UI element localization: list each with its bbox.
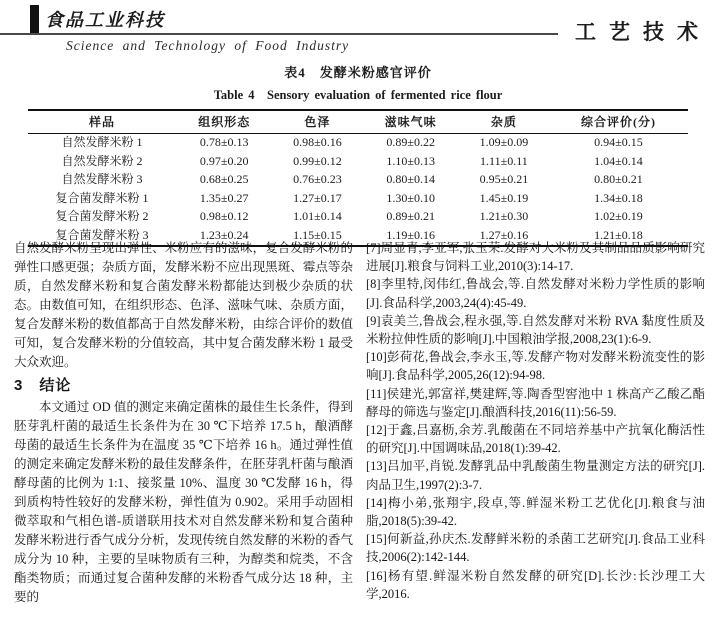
value-cell: 1.04±0.14 [594, 153, 643, 168]
value-cell: 0.80±0.21 [594, 172, 643, 186]
value-cell: 1.10±0.13 [386, 153, 435, 168]
column-header: 杂质 [459, 110, 549, 134]
sample-name-cell: 自然发酵米粉 3 [61, 172, 143, 186]
value-cell: 0.94±0.15 [594, 135, 643, 149]
value-cell: 1.02±0.19 [594, 209, 643, 223]
value-cell: 1.21±0.30 [479, 209, 529, 223]
body-column-left [14, 239, 353, 607]
table-row [28, 153, 688, 172]
value-cell: 0.76±0.23 [293, 172, 342, 186]
reference-item: [13]吕加平,肖锐.发酵乳品中乳酸菌生物量测定方法的研究[J].肉品卫生,1997(2):3-7. [366, 459, 705, 492]
value-cell: 1.23±0.24 [199, 227, 249, 242]
table-caption-zh: 表4 发酵米粉感官评价 [284, 65, 432, 80]
reference-item: [8]李里特,闵伟红,鲁战会,等.自然发酵对米粉力学性质的影响[J].食品科学,2003,24(4):45-49. [366, 277, 705, 310]
journal-name-zh: 食品工业科技 [43, 8, 173, 35]
value-cell: 1.30±0.10 [386, 190, 435, 205]
reference-item: [7]周显青,李亚军,张玉荣.发酵对大米粉及其制品品质影响研究进展[J].粮食与饲料工业,2010(3):14-17. [366, 241, 705, 274]
table-caption-en: Table 4 Sensory evaluation of fermented rice flour [213, 88, 503, 102]
value-cell: 0.98±0.16 [293, 135, 342, 149]
table-row [28, 190, 688, 209]
table-row [28, 208, 688, 227]
table-row [28, 134, 688, 153]
value-cell: 1.45±0.19 [479, 190, 529, 205]
column-header: 样品 [28, 110, 176, 134]
value-cell: 1.19±0.16 [386, 227, 435, 242]
page-header [0, 0, 715, 58]
value-cell: 1.27±0.17 [293, 190, 342, 205]
value-cell: 1.21±0.18 [594, 227, 643, 242]
value-cell: 1.35±0.27 [199, 190, 249, 205]
sensory-table-body [28, 134, 688, 247]
reference-item: [10]彭荷花,鲁战会,李永玉,等.发酵产物对发酵米粉流变性的影响[J].食品科学,2005,26(12):94-98. [366, 350, 705, 383]
sample-name-cell: 复合菌发酵米粉 3 [55, 227, 149, 242]
sample-name-cell: 复合菌发酵米粉 2 [55, 209, 149, 223]
value-cell: 1.34±0.18 [594, 190, 643, 205]
reference-item: [12]于鑫,吕嘉枥,余芳.乳酸菌在不同培养基中产抗氧化酶活性的研究[J].中国调味品,2018(1):39-42. [366, 423, 705, 456]
logo-bar-decoration [30, 5, 39, 35]
body-paragraph: 自然发酵米粉呈现出弹性、米粉应有的滋味，复合发酵米粉的弹性口感更强；杂质方面，发酵米粉不应出现黑斑、霉点等杂质，自然发酵米粉和复合菌发酵米粉都能达到极少杂质的状态。由数值可知，在组织形态、色泽、滋味气味、杂质方面，复合发酵米粉的数值都高于自然发酵米粉，由综合评价的数值可知，复合发酵米粉的分值较高，其中复合菌发酵米粉 1 最受大众欢迎。 [14, 241, 353, 369]
column-header: 滋味气味 [362, 110, 458, 134]
value-cell: 1.09±0.09 [479, 135, 529, 149]
reference-item: [15]何新益,孙庆杰.发酵鲜米粉的杀菌工艺研究[J].食品工业科技,2006(2):142-144. [366, 532, 705, 565]
column-header: 综合评价(分) [549, 110, 688, 134]
reference-list [366, 239, 705, 603]
value-cell: 0.89±0.21 [386, 209, 435, 223]
reference-item: [14]梅小弟,张翔宇,段卓,等.鲜湿米粉工艺优化[J].粮食与油脂,2018(5):39-42. [366, 495, 705, 529]
value-cell: 0.98±0.12 [199, 209, 249, 223]
value-cell: 0.78±0.13 [199, 135, 249, 149]
value-cell: 0.95±0.21 [479, 172, 529, 186]
value-cell: 1.11±0.11 [480, 153, 528, 168]
sample-name-cell: 复合菌发酵米粉 1 [55, 190, 149, 205]
column-header: 组织形态 [176, 110, 272, 134]
value-cell: 1.15±0.15 [293, 227, 342, 242]
value-cell: 1.27±0.16 [479, 227, 529, 242]
value-cell: 0.80±0.14 [386, 172, 435, 186]
sample-name-cell: 自然发酵米粉 2 [61, 153, 143, 168]
reference-item: [9]袁美兰,鲁战会,程永强,等.自然发酵对米粉 RVA 黏度性质及米粉拉伸性质的影响[J].中国粮油学报,2008,23(1):6-9. [366, 313, 705, 347]
section-label: 工艺技术 [575, 20, 711, 44]
sensory-evaluation-table [28, 109, 688, 247]
conclusion-paragraph: 本文通过 OD 值的测定来确定菌株的最佳生长条件，得到胚芽乳杆菌的最适生长条件为在 30 ℃下培养 17.5 h，酿酒酵母菌的最适生长条件为在温度 35 ℃下培养 16 h。通过弹性值的测定来确定发酵米粉的最佳发酵条件，在胚芽乳杆菌与酿酒酵母菌的比例为 1:1、接浆量 10%、温度 30 ℃发酵 16 h，得到质构特性较好的发酵米粉，弹性值为 0.902。采用手动固相微萃取和气相色谱-质谱联用技术对自然发酵米粉和复合菌种发酵米粉进行香气成分分析，发现传统自然发酵的米粉的香气成分为 10 种，主要的呈味物质有三种，为醇类和烷类，不含酯类物质；而通过复合菌种发酵的米粉香气成分达 18 种，主要的 [14, 400, 353, 604]
reference-item: [11]侯建光,郭富祥,樊建辉,等.陶香型窖池中 1 株高产乙酸乙酯酵母的筛选与鉴定[J].酿酒科技,2016(11):56-59. [366, 386, 705, 419]
value-cell: 0.68±0.25 [199, 172, 249, 186]
value-cell: 0.89±0.22 [386, 135, 435, 149]
header-rule-divider [0, 33, 558, 35]
value-cell: 0.99±0.12 [293, 153, 342, 168]
table-row [28, 171, 688, 190]
sensory-table-header-row [28, 110, 688, 134]
sensory-table-block [28, 62, 688, 247]
sample-name-cell: 自然发酵米粉 1 [61, 135, 143, 149]
value-cell: 0.97±0.20 [199, 153, 249, 168]
value-cell: 1.01±0.14 [293, 209, 342, 223]
journal-logo [30, 5, 173, 35]
journal-name-en: Science and Technology of Food Industry [66, 38, 350, 53]
column-header: 色泽 [272, 110, 362, 134]
conclusion-heading: 3 结论 [14, 377, 72, 394]
reference-item: [16]杨有望.鲜湿米粉自然发酵的研究[D].长沙:长沙理工大学,2016. [366, 568, 705, 601]
